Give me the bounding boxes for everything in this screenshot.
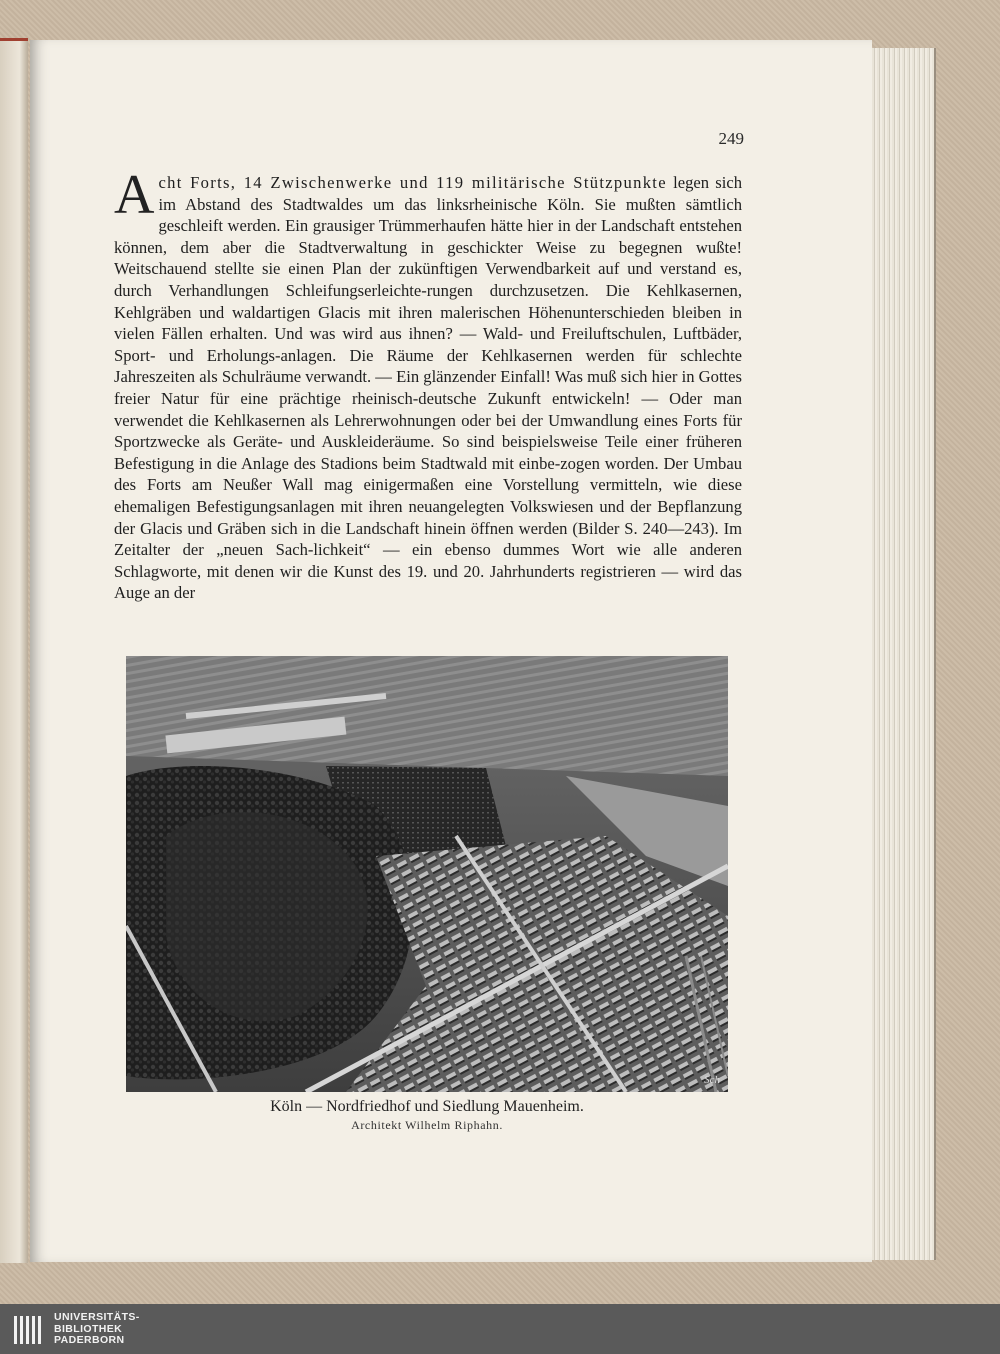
drop-cap-initial: A (114, 164, 155, 226)
page-stack-edge (872, 48, 936, 1260)
aerial-photograph (126, 656, 728, 1092)
figure-caption-title: Köln — Nordfriedhof und Siedlung Mauenheim. (270, 1098, 584, 1115)
body-paragraph (114, 164, 742, 604)
photographer-signature: Sch (704, 1074, 720, 1086)
page-number: 249 (718, 129, 744, 148)
library-logo-icon (14, 1314, 44, 1346)
library-name-line-3: PADERBORN (54, 1334, 125, 1346)
aerial-photo-drawing (126, 656, 728, 1092)
left-page-edge (0, 38, 28, 1263)
first-line-text: cht Forts, 14 Zwischenwerke und 119 militärische Stützpunkte (158, 173, 667, 192)
library-name (54, 1312, 140, 1347)
library-name-line-1: UNIVERSITÄTS- (54, 1311, 140, 1323)
library-name-line-2: BIBLIOTHEK (54, 1322, 123, 1335)
figure-caption-architect: Architekt Wilhelm Riphahn. (351, 1118, 503, 1132)
paragraph-text: legen sich im Abstand des Stadtwaldes um das linksrheinische Köln. Sie mußten sämtlich geschleift werden. Ein grausiger Trümmerhaufen hätte hier in der Landschaft entstehen können, dem aber die Stadtverwaltung in geschickter Weise zu begegnen wußte! Weitschauend stellte sie einen Plan der zukünftigen Verwendbarkeit auf und verstand es, durch Verhandlungen Schleifungserleichte-rungen durchzusetzen. Die Kehlkasernen, Kehlgräben und waldartigen Glacis mit ihren malerischen Höhenunterschieden bleiben in vielen Fällen erhalten. Und was wird aus ihnen? — Wald- und Freiluftschulen, Luftbäder, Sport- und Erholungs-anlagen. Die Räume der Kehlkasernen werden für schlechte Jahreszeiten als Schulräume verwandt. — Ein glänzender Einfall! Was muß sich hier in Gottes freier Natur für eine prächtige rheinisch-deutsche Zukunft entwickeln! — Oder man verwendet die Kehlkasernen als Lehrerwohnungen oder bei der Umwandlung eines Forts für Sportzwecke als Geräte- und Auskleideräume. So sind beispielsweise Teile einer früheren Befestigung in die Anlage des Stadions beim Stadtwald mit einbe-zogen worden. Der Umbau des Forts am Neußer Wall mag einigermaßen eine Vorstellung vermitteln, wie diese ehemaligen Befestigungsanlagen mit ihren neuangelegten Volkswiesen und der Bepflanzung der Glacis und Gräben sich in die Landschaft hinein öffnen werden (Bilder S. 240—243). Im Zeitalter der „neuen Sach-lichkeit“ — ein ebenso dummes Wort wie alle anderen Schlagworte, mit denen wir die Kunst des 19. und 20. Jahrhunderts registrieren — wird das Auge an der (114, 173, 742, 603)
library-footer-bar (0, 1304, 1000, 1354)
